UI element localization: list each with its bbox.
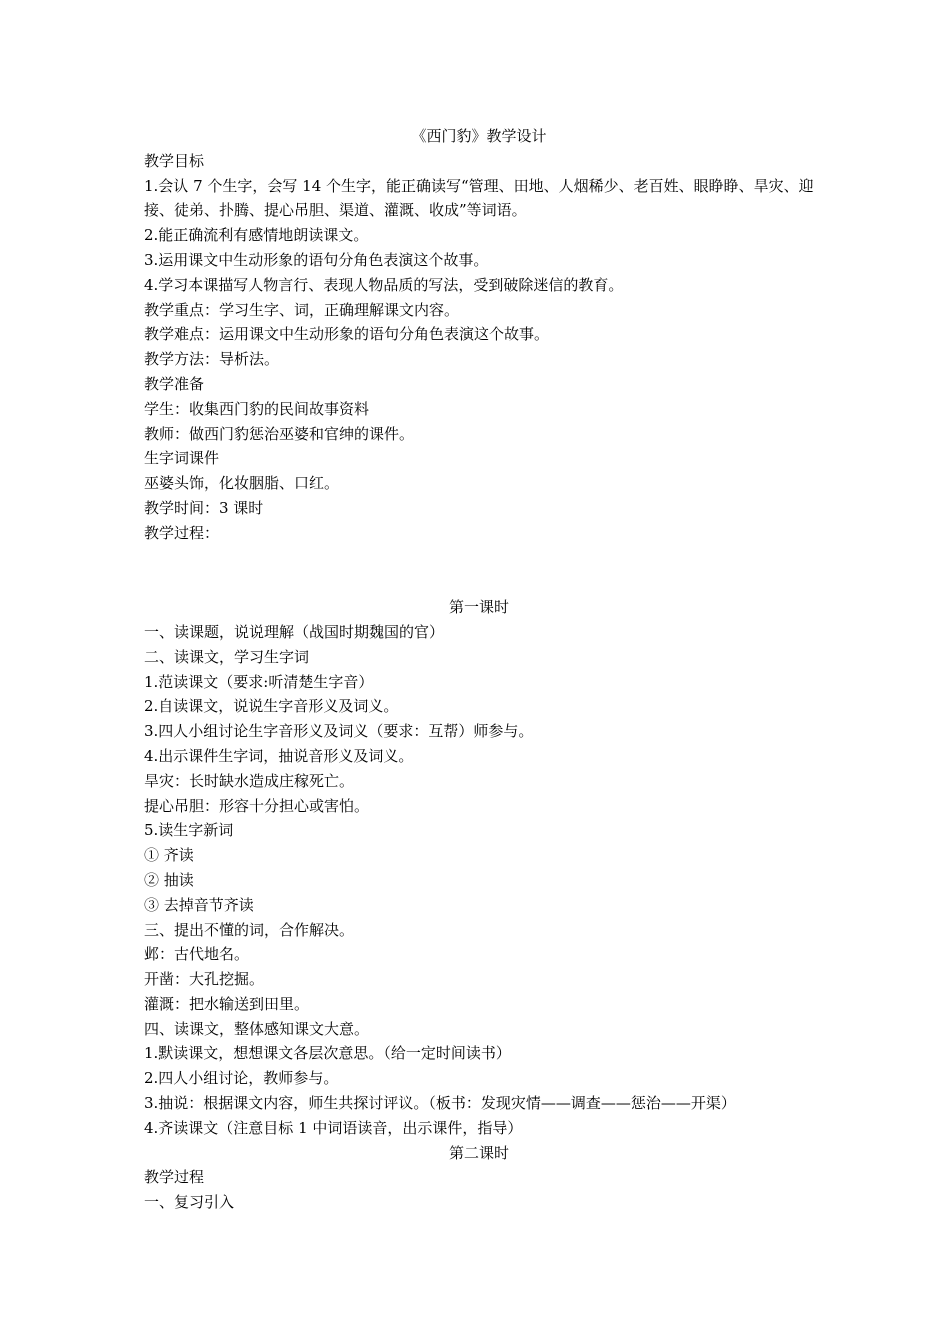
reading-mode-2: ② 抽读: [144, 870, 194, 889]
lesson1-step-4-3: 3.抽说：根据课文内容，师生共探讨评议。（板书：发现灾情——调查——惩治——开渠）: [144, 1094, 736, 1113]
lesson1-step-4-2: 2.四人小组讨论，教师参与。: [144, 1069, 339, 1088]
lesson1-step-2-2: 2.自读课文，说说生字音形义及词义。: [144, 697, 399, 716]
lesson1-step-2-4: 4.出示课件生字词，抽说音形义及词义。: [144, 746, 414, 765]
lesson1-step-3: 三、提出不懂的词，合作解决。: [144, 920, 355, 939]
lesson1-step-2-3: 3.四人小组讨论生字音形义及词义（要求：互帮）师参与。: [144, 722, 534, 741]
lesson2-title: 第二课时: [448, 1143, 509, 1162]
lesson1-title: 第一课时: [448, 598, 509, 617]
objective-item-2: 2.能正确流利有感情地朗读课文。: [144, 226, 369, 245]
preparation-heading: 教学准备: [144, 374, 205, 393]
word-definition-2: 提心吊胆：形容十分担心或害怕。: [144, 796, 370, 815]
teaching-method: 教学方法：导析法。: [144, 350, 280, 369]
objective-item-3: 3.运用课文中生动形象的语句分角色表演这个故事。: [144, 250, 489, 269]
lesson1-step-2-1: 1.范读课文（要求:听清楚生字音）: [144, 672, 374, 691]
lesson2-step-1: 一、复习引入: [144, 1193, 235, 1212]
lesson1-step-4: 四、读课文，整体感知课文大意。: [144, 1019, 370, 1038]
word-definition-3: 邺：古代地名。: [144, 945, 250, 964]
lesson1-step-1: 一、读课题，说说理解（战国时期魏国的官）: [144, 622, 445, 641]
lesson1-step-4-1: 1.默读课文，想想课文各层次意思。（给一定时间读书）: [144, 1044, 511, 1063]
reading-mode-3: ③ 去掉音节齐读: [144, 895, 254, 914]
lesson2-process-heading: 教学过程: [144, 1168, 205, 1187]
preparation-props: 巫婆头饰，化妆胭脂、口红。: [144, 474, 340, 493]
difficulty: 教学难点：运用课文中生动形象的语句分角色表演这个故事。: [144, 325, 550, 344]
word-definition-4: 开凿：大孔挖掘。: [144, 970, 265, 989]
word-definition-5: 灌溉：把水输送到田里。: [144, 994, 310, 1013]
objective-item-1: 1.会认 7 个生字，会写 14 个生字，能正确读写“管理、田地、人烟稀少、老百姓、眼睁睁、旱灾、迎接、徒弟、扑腾、提心吊胆、渠道、灌溉、收成”等词语。: [144, 176, 814, 220]
preparation-courseware: 生字词课件: [144, 449, 220, 468]
blank-space: [144, 546, 814, 596]
key-point: 教学重点：学习生字、词，正确理解课文内容。: [144, 300, 460, 319]
objectives-heading: 教学目标: [144, 151, 205, 170]
teaching-time: 教学时间：3 课时: [144, 498, 264, 517]
preparation-students: 学生：收集西门豹的民间故事资料: [144, 399, 370, 418]
document-title: 《西门豹》教学设计: [411, 127, 547, 145]
lesson1-step-4-4: 4.齐读课文（注意目标 1 中词语读音，出示课件，指导）: [144, 1118, 523, 1137]
lesson1-step-2-5: 5.读生字新词: [144, 821, 234, 840]
document-page: [144, 124, 814, 1215]
reading-mode-1: ① 齐读: [144, 846, 194, 865]
objective-item-4: 4.学习本课描写人物言行、表现人物品质的写法，受到破除迷信的教育。: [144, 275, 624, 294]
process-heading: 教学过程：: [144, 523, 220, 542]
word-definition-1: 旱灾：长时缺水造成庄稼死亡。: [144, 771, 355, 790]
preparation-teacher: 教师：做西门豹惩治巫婆和官绅的课件。: [144, 424, 415, 443]
lesson1-step-2: 二、读课文，学习生字词: [144, 647, 310, 666]
